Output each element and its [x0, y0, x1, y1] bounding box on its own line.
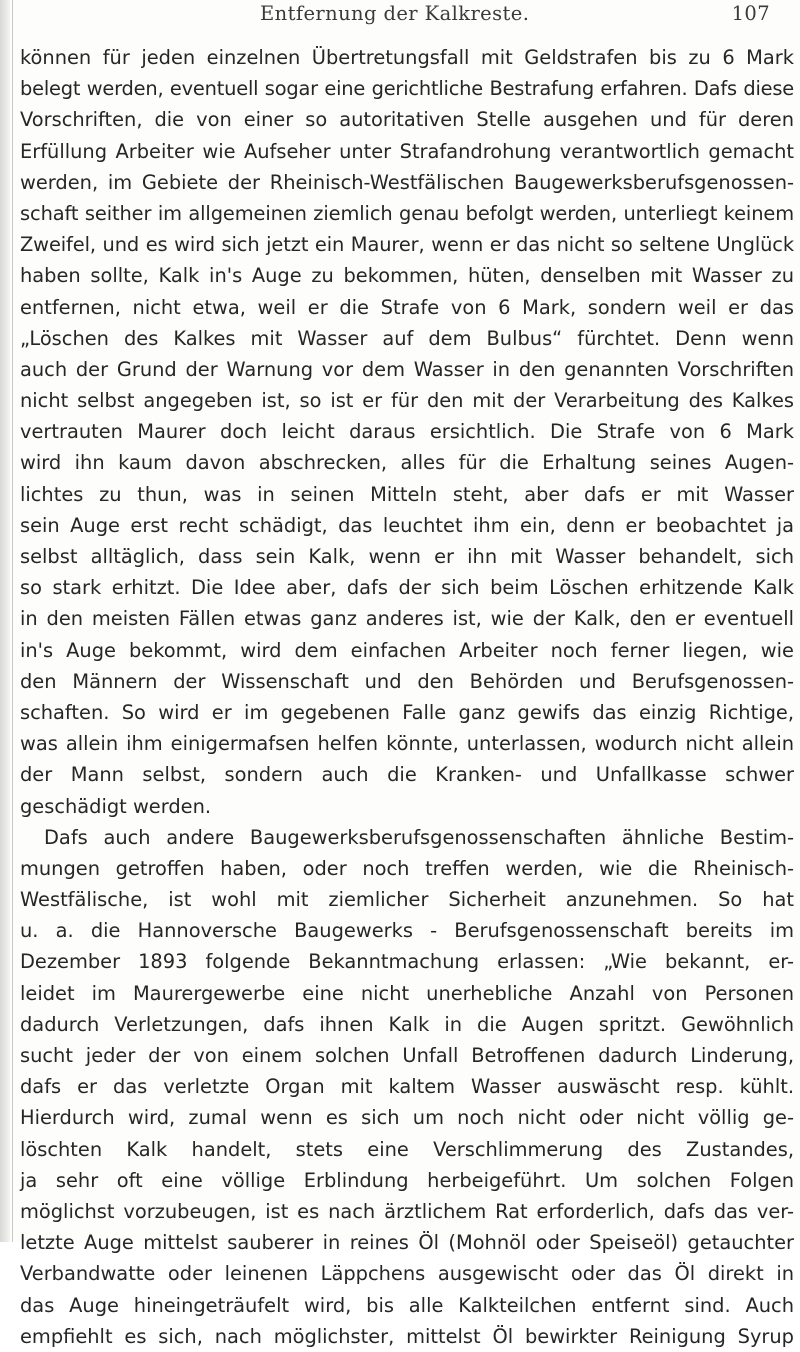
text-line: was allein ihm einigermafsen helfen könnte, unterlassen, wodurch nicht allein	[20, 732, 794, 756]
text-line: den Männern der Wissenschaft und den Behörden und Berufsgenossen-	[20, 669, 794, 693]
text-line: haben sollte, Kalk in's Auge zu bekommen, hüten, denselben mit Wasser zu	[20, 264, 794, 288]
text-line: vertrauten Maurer doch leicht daraus ersichtlich. Die Strafe von 6 Mark	[20, 420, 794, 444]
text-line: löschten Kalk handelt, stets eine Verschlimmerung des Zustandes,	[20, 1137, 794, 1161]
text-line: Dezember 1893 folgende Bekanntmachung erlassen: „Wie bekannt, er-	[20, 950, 794, 974]
text-line: sein Auge erst recht schädigt, das leuchtet ihm ein, denn er beobachtet ja	[20, 513, 794, 537]
binding-shadow	[0, 0, 10, 1242]
text-line: lichtes zu thun, was in seinen Mitteln steht, aber dafs er mit Wasser	[20, 482, 794, 506]
text-line: Erfüllung Arbeiter wie Aufseher unter Strafandrohung verantwortlich gemacht	[20, 139, 794, 163]
text-line: empfiehlt es sich, nach möglichster, mittelst Öl bewirkter Reinigung Syrup	[20, 1324, 794, 1348]
text-line: möglichst vorzubeugen, ist es nach ärztlichem Rat erforderlich, dafs das ver-	[20, 1199, 794, 1223]
text-line: „Löschen des Kalkes mit Wasser auf dem Bulbus“ fürchtet. Denn wenn	[20, 326, 794, 350]
text-line: Westfälische, ist wohl mit ziemlicher Sicherheit anzunehmen. So hat	[20, 888, 794, 912]
text-line: in's Auge bekommt, wird dem einfachen Arbeiter noch ferner liegen, wie	[20, 638, 794, 662]
text-line: leidet im Maurergewerbe eine nicht unerhebliche Anzahl von Personen	[20, 981, 794, 1005]
text-line: letzte Auge mittelst sauberer in reines Öl (Mohnöl oder Speiseöl) getauchter	[20, 1231, 794, 1255]
text-line: der Mann selbst, sondern auch die Kranken- und Unfallkasse schwer	[20, 763, 794, 787]
running-head	[20, 2, 780, 32]
text-line: belegt werden, eventuell sogar eine gerichtliche Bestrafung erfahren. Dafs diese	[20, 77, 794, 101]
text-line: so stark erhitzt. Die Idee aber, dafs der sich beim Löschen erhitzende Kalk	[20, 576, 794, 600]
text-line: schaft seither im allgemeinen ziemlich genau befolgt werden, unterliegt keinem	[20, 201, 794, 225]
text-line: nicht selbst angegeben ist, so ist er für den mit der Verarbeitung des Kalkes	[20, 389, 794, 413]
text-line: mungen getroffen haben, oder noch treffen werden, wie die Rheinisch-	[20, 856, 794, 880]
body-text	[20, 42, 794, 1352]
binding-rule	[12, 0, 13, 1242]
text-line: selbst alltäglich, dass sein Kalk, wenn er ihn mit Wasser behandelt, sich	[20, 545, 794, 568]
running-title: Entfernung der Kalkreste.	[260, 2, 530, 25]
text-line: ja sehr oft eine völlige Erblindung herbeigeführt. Um solchen Folgen	[20, 1168, 794, 1192]
text-line: dadurch Verletzungen, dafs ihnen Kalk in die Augen spritzt. Gewöhnlich	[20, 1012, 794, 1036]
text-line: in den meisten Fällen etwas ganz anderes ist, wie der Kalk, den er eventuell	[20, 607, 794, 631]
paragraph-2	[20, 822, 794, 1352]
text-line: Hierdurch wird, zumal wenn es sich um noch nicht oder nicht völlig ge-	[20, 1106, 794, 1130]
text-line: u. a. die Hannoversche Baugewerks - Berufsgenossenschaft bereits im	[20, 919, 794, 943]
text-line: auch der Grund der Warnung vor dem Wasser in den genannten Vorschriften	[20, 357, 794, 381]
text-line: das Auge hineingeträufelt wird, bis alle Kalkteilchen entfernt sind. Auch	[20, 1293, 794, 1317]
text-line: geschädigt werden.	[20, 794, 212, 818]
text-line: sucht jeder der von einem solchen Unfall Betroffenen dadurch Linderung,	[20, 1044, 794, 1067]
text-line: Zweifel, und es wird sich jetzt ein Maurer, wenn er das nicht so seltene Unglück	[20, 233, 794, 257]
text-line: werden, im Gebiete der Rheinisch-Westfälischen Baugewerksberufsgenossen-	[20, 170, 794, 194]
text-line: schaften. So wird er im gegebenen Falle ganz gewifs das einzig Richtige,	[20, 700, 794, 724]
text-line: Dafs auch andere Baugewerksberufsgenossenschaften ähnliche Bestim-	[44, 825, 794, 849]
text-line: können für jeden einzelnen Übertretungsfall mit Geldstrafen bis zu 6 Mark	[20, 46, 794, 69]
text-line: Vorschriften, die von einer so autoritativen Stelle ausgehen und für deren	[20, 108, 794, 132]
page-number: 107	[731, 2, 770, 25]
text-line: entfernen, nicht etwa, weil er die Strafe von 6 Mark, sondern weil er das	[20, 295, 794, 319]
text-line: wird ihn kaum davon abschrecken, alles für die Erhaltung seines Augen-	[20, 451, 794, 475]
text-line: Verbandwatte oder leinenen Läppchens ausgewischt oder das Öl direkt in	[20, 1262, 794, 1286]
paragraph-1	[20, 42, 794, 822]
text-line: dafs er das verletzte Organ mit kaltem Wasser auswäscht resp. kühlt.	[20, 1075, 794, 1099]
